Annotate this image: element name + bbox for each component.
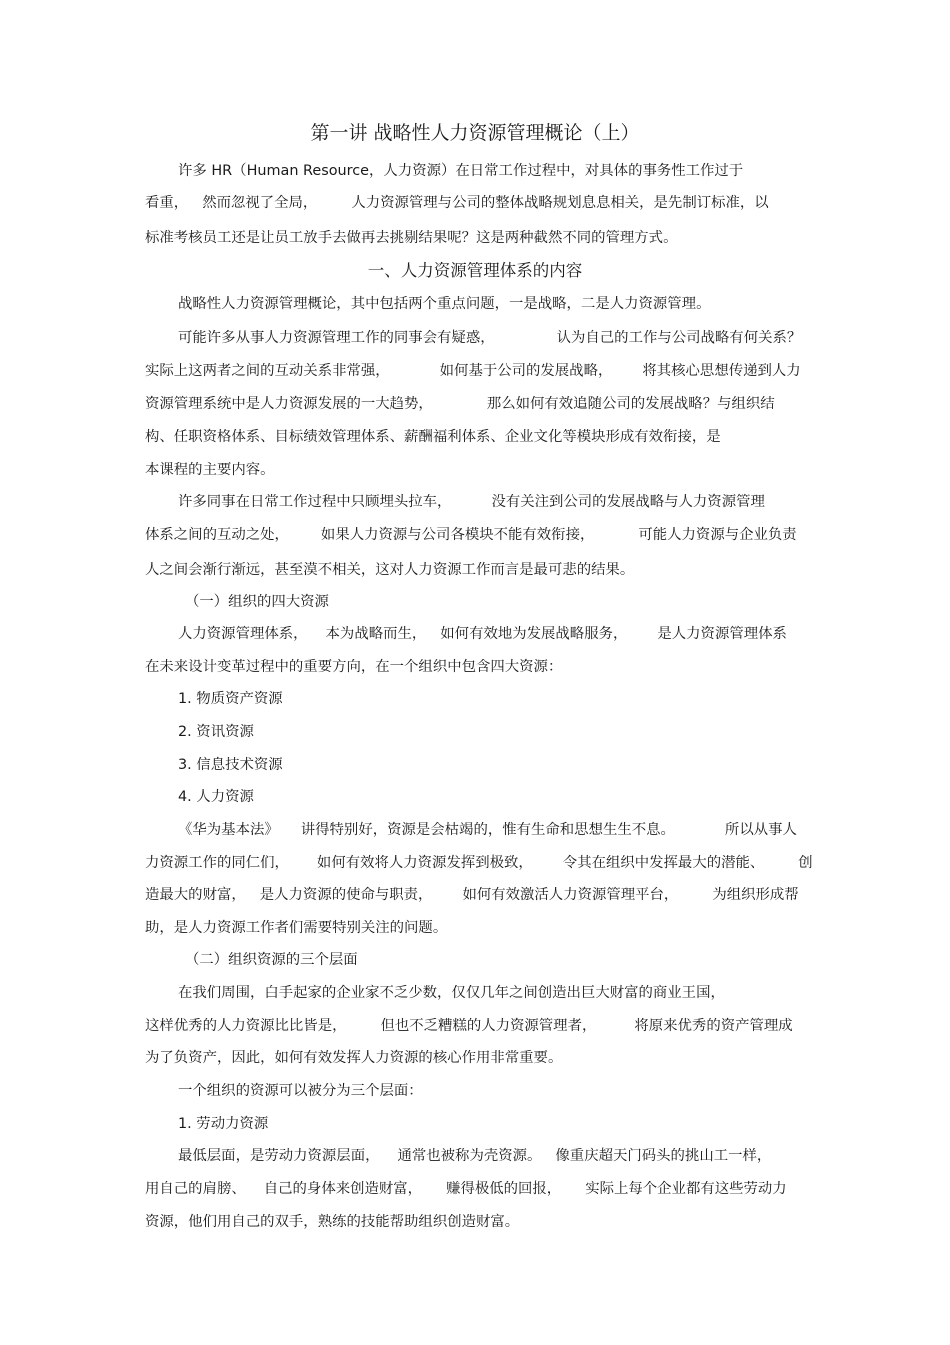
text-segment: 如何有效地为发展战略服务， bbox=[440, 626, 628, 642]
text-segment: 实际上每个企业都有这些劳动力 bbox=[585, 1181, 787, 1197]
text-segment: 力资源工作的同仁们， bbox=[145, 855, 289, 871]
text-segment: 通常也被称为壳资源。 bbox=[397, 1148, 542, 1164]
text-segment: 是人力资源的使命与职责， bbox=[259, 887, 433, 903]
paragraph-line: 标准考核员工还是让员工放手去做再去挑剔结果呢？这是两种截然不同的管理方式。 bbox=[145, 230, 678, 246]
text-segment: 令其在组织中发挥最大的潜能、 bbox=[562, 855, 765, 871]
list-item: 1. 劳动力资源 bbox=[178, 1116, 269, 1132]
subsection-heading: （二）组织资源的三个层面 bbox=[185, 952, 358, 968]
paragraph-line: 资源，他们用自己的双手，熟练的技能帮助组织创造财富。 bbox=[145, 1214, 520, 1230]
section-heading: 一、人力资源管理体系的内容 bbox=[367, 261, 583, 280]
text-segment: 将其核心思想传递到人力 bbox=[642, 363, 801, 379]
paragraph-line bbox=[178, 624, 787, 644]
paragraph-line bbox=[145, 525, 797, 545]
text-segment: 资源管理系统中是人力资源发展的一大趋势， bbox=[145, 396, 433, 412]
text-segment: 《华为基本法》 bbox=[178, 822, 279, 838]
text-segment: 本为战略而生， bbox=[325, 626, 427, 642]
text-segment: 造最大的财富， bbox=[145, 887, 246, 903]
text-segment: 看重， bbox=[145, 195, 189, 211]
text-segment: 那么如何有效追随公司的发展战略？与组织结 bbox=[486, 396, 775, 412]
text-segment: 这样优秀的人力资源比比皆是， bbox=[145, 1018, 347, 1034]
paragraph-line: 人之间会渐行渐远，甚至漠不相关，这对人力资源工作而言是最可悲的结果。 bbox=[145, 562, 635, 578]
paragraph-line bbox=[178, 492, 765, 512]
text-segment: 最低层面，是劳动力资源层面， bbox=[178, 1148, 380, 1164]
text-segment: 赚得极低的回报， bbox=[446, 1181, 562, 1197]
text-segment: 如何有效激活人力资源管理平台， bbox=[462, 887, 679, 903]
text-segment: 人力资源管理与公司的整体战略规划息息相关，是先制订标准，以 bbox=[351, 195, 769, 211]
text-segment: 认为自己的工作与公司战略有何关系？ bbox=[556, 330, 802, 346]
paragraph-line bbox=[145, 1179, 787, 1199]
paragraph-line bbox=[145, 853, 813, 873]
text-segment: 许多同事在日常工作过程中只顾埋头拉车， bbox=[178, 494, 452, 510]
paragraph-line: 在未来设计变革过程中的重要方向，在一个组织中包含四大资源： bbox=[145, 659, 563, 675]
text-segment: 体系之间的互动之处， bbox=[145, 527, 289, 543]
paragraph-line: 助，是人力资源工作者们需要特别关注的问题。 bbox=[145, 920, 448, 936]
text-segment: 实际上这两者之间的互动关系非常强， bbox=[145, 363, 390, 379]
list-item: 2. 资讯资源 bbox=[178, 724, 254, 740]
text-segment: 可能许多从事人力资源管理工作的同事会有疑惑， bbox=[178, 330, 495, 346]
list-item: 1. 物质资产资源 bbox=[178, 691, 283, 707]
paragraph-line bbox=[145, 1016, 793, 1036]
paragraph-line bbox=[145, 394, 775, 414]
text-segment: 但也不乏糟糕的人力资源管理者， bbox=[380, 1018, 597, 1034]
paragraph-line: 战略性人力资源管理概论，其中包括两个重点问题，一是战略，二是人力资源管理。 bbox=[178, 296, 711, 312]
text-segment: 可能人力资源与企业负责 bbox=[638, 527, 797, 543]
text-segment: 为组织形成帮 bbox=[712, 887, 799, 903]
list-item: 4. 人力资源 bbox=[178, 789, 254, 805]
text-segment: 将原来优秀的资产管理成 bbox=[634, 1018, 793, 1034]
text-segment: 如何基于公司的发展战略， bbox=[439, 363, 613, 379]
paragraph-line bbox=[145, 193, 769, 213]
paragraph-line bbox=[178, 328, 801, 348]
subsection-heading: （一）组织的四大资源 bbox=[185, 594, 329, 610]
paragraph-line: 一个组织的资源可以被分为三个层面： bbox=[178, 1083, 423, 1099]
paragraph-line bbox=[145, 885, 799, 905]
text-segment: 没有关注到公司的发展战略与人力资源管理 bbox=[491, 494, 765, 510]
list-item: 3. 信息技术资源 bbox=[178, 757, 283, 773]
text-segment: 人力资源管理体系， bbox=[178, 626, 308, 642]
paragraph-line: 在我们周围，白手起家的企业家不乏少数，仅仅几年之间创造出巨大财富的商业王国， bbox=[178, 985, 725, 1001]
text-segment: 像重庆超天门码头的挑山工一样， bbox=[555, 1148, 772, 1164]
paragraph-line bbox=[178, 1146, 771, 1166]
text-segment: 用自己的肩膀、 bbox=[145, 1181, 246, 1197]
page-title: 第一讲 战略性人力资源管理概论（上） bbox=[310, 122, 640, 144]
paragraph-line: 许多 HR（Human Resource，人力资源）在日常工作过程中，对具体的事务性工作过于 bbox=[178, 163, 744, 179]
text-segment: 讲得特别好，资源是会枯竭的，惟有生命和思想生生不息。 bbox=[300, 822, 675, 838]
text-segment: 所以从事人 bbox=[724, 822, 797, 838]
text-segment: 如何有效将人力资源发挥到极致， bbox=[316, 855, 533, 871]
paragraph-line bbox=[178, 820, 797, 840]
text-segment: 如果人力资源与公司各模块不能有效衔接， bbox=[320, 527, 595, 543]
text-segment: 自己的身体来创造财富， bbox=[263, 1181, 423, 1197]
paragraph-line bbox=[145, 361, 801, 381]
text-segment: 然而忽视了全局， bbox=[202, 195, 318, 211]
paragraph-line: 本课程的主要内容。 bbox=[145, 462, 275, 478]
paragraph-line: 构、任职资格体系、目标绩效管理体系、薪酬福利体系、企业文化等模块形成有效衔接，是 bbox=[145, 429, 721, 445]
paragraph-line: 为了负资产，因此，如何有效发挥人力资源的核心作用非常重要。 bbox=[145, 1050, 563, 1066]
text-segment: 是人力资源管理体系 bbox=[657, 626, 787, 642]
text-segment: 创 bbox=[798, 855, 813, 871]
